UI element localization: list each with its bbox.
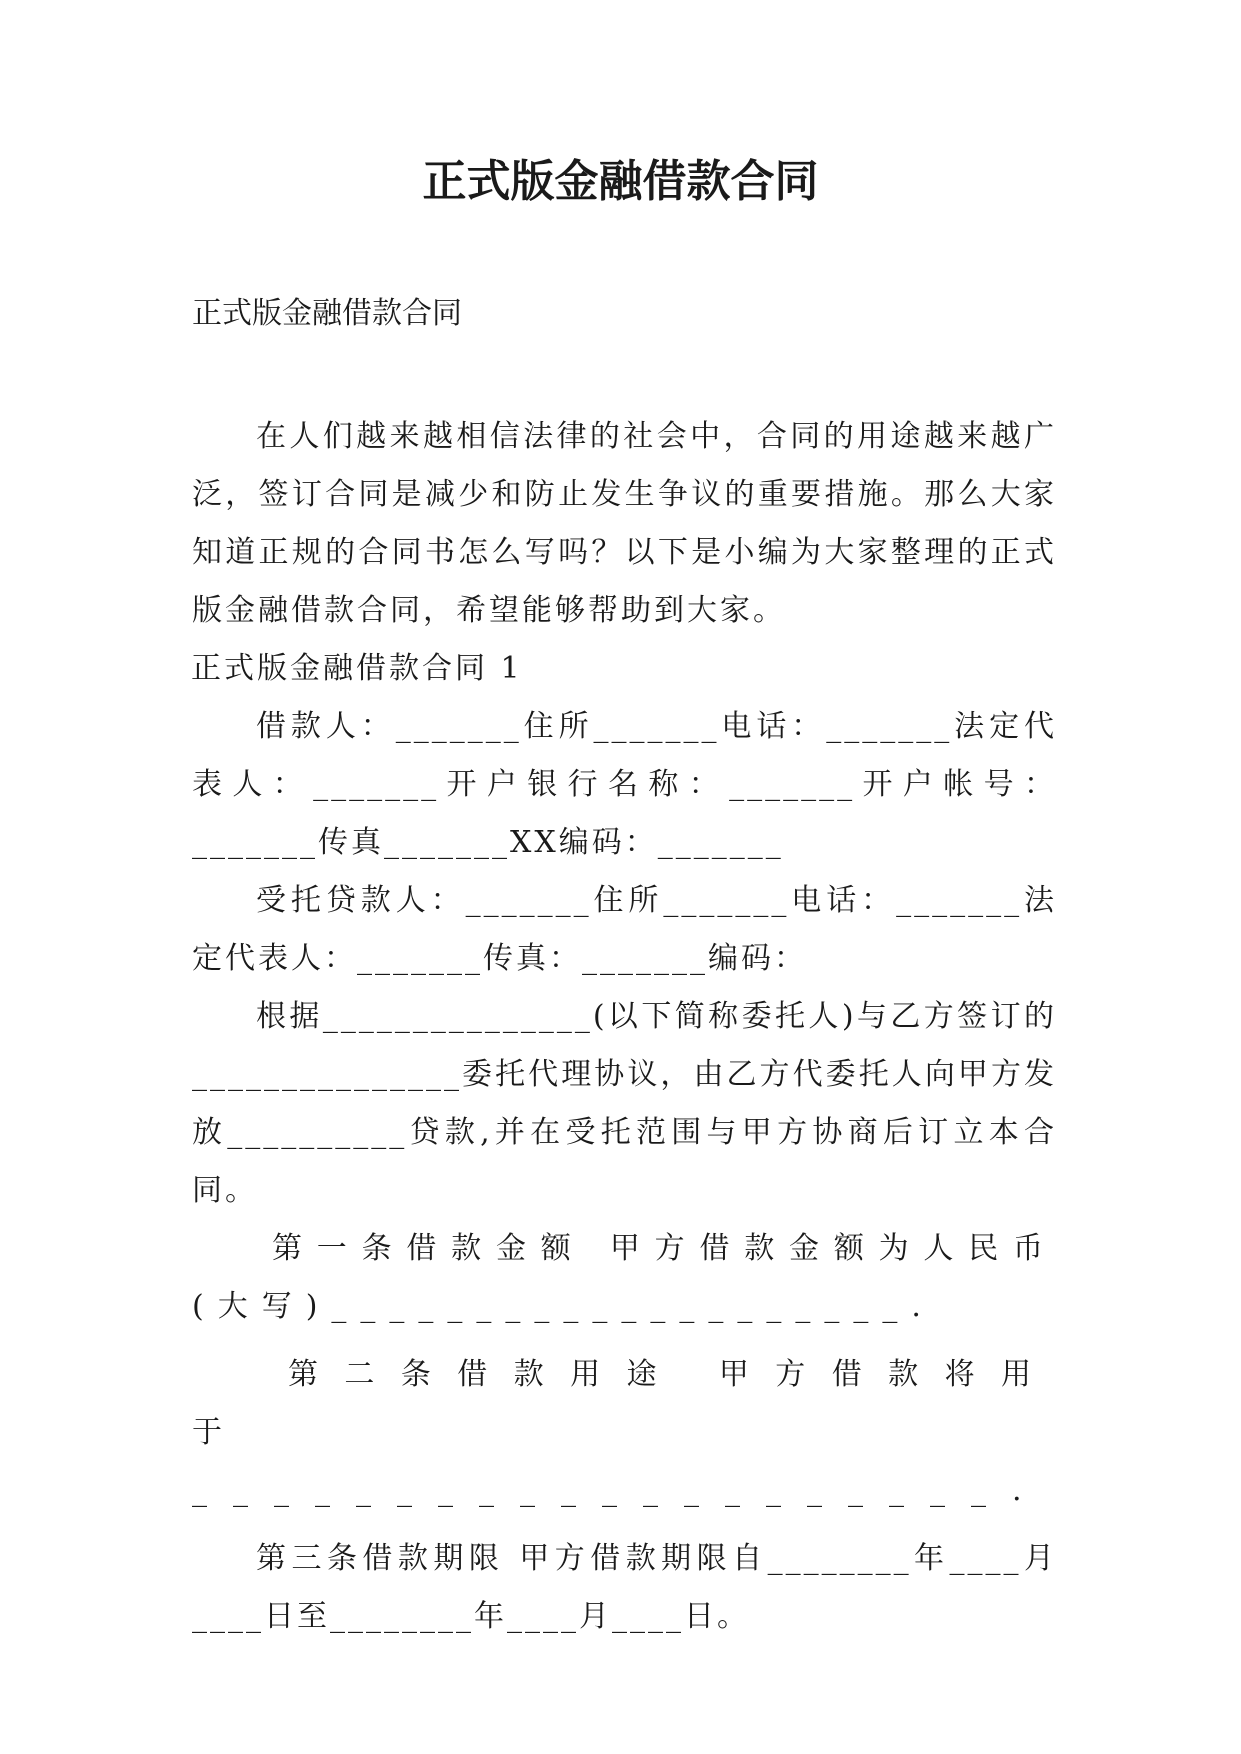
article-1-amount: 第一条借款金额 甲方借款金额为人民币(大写)____________________. (192, 1231, 1057, 1324)
document-subtitle: 正式版金融借款合同 (192, 296, 462, 331)
section-heading: 正式版金融借款合同 1 (191, 651, 523, 686)
trustee-paragraph: 受托贷款人：_______住所_______电话：_______法定代表人：_______传真：_______编码： (192, 883, 1057, 976)
article-2-purpose: 第二条借款用途 甲方借款将用于____________________. (192, 1357, 1057, 1508)
article-3-term: 第三条借款期限 甲方借款期限自________年____月____日至________年____月____日。 (192, 1541, 1057, 1634)
intro-paragraph: 在人们越来越相信法律的社会中，合同的用途越来越广泛，签订合同是减少和防止发生争议的重要措施。那么大家知道正规的合同书怎么写吗？以下是小编为大家整理的正式版金融借款合同，希望能够帮助到大家。 (192, 419, 1057, 628)
borrower-paragraph: 借款人：_______住所_______电话：_______法定代表人：_______开户银行名称：_______开户帐号：_______传真_______XX编码：_______ (192, 709, 1057, 860)
document-title: 正式版金融借款合同 (422, 156, 819, 207)
basis-paragraph: 根据_______________(以下简称委托人)与乙方签订的_______________委托代理协议，由乙方代委托人向甲方发放__________贷款,并在受托范围与甲方协商后订立本合同。 (192, 999, 1057, 1208)
document-body (192, 408, 1057, 1646)
